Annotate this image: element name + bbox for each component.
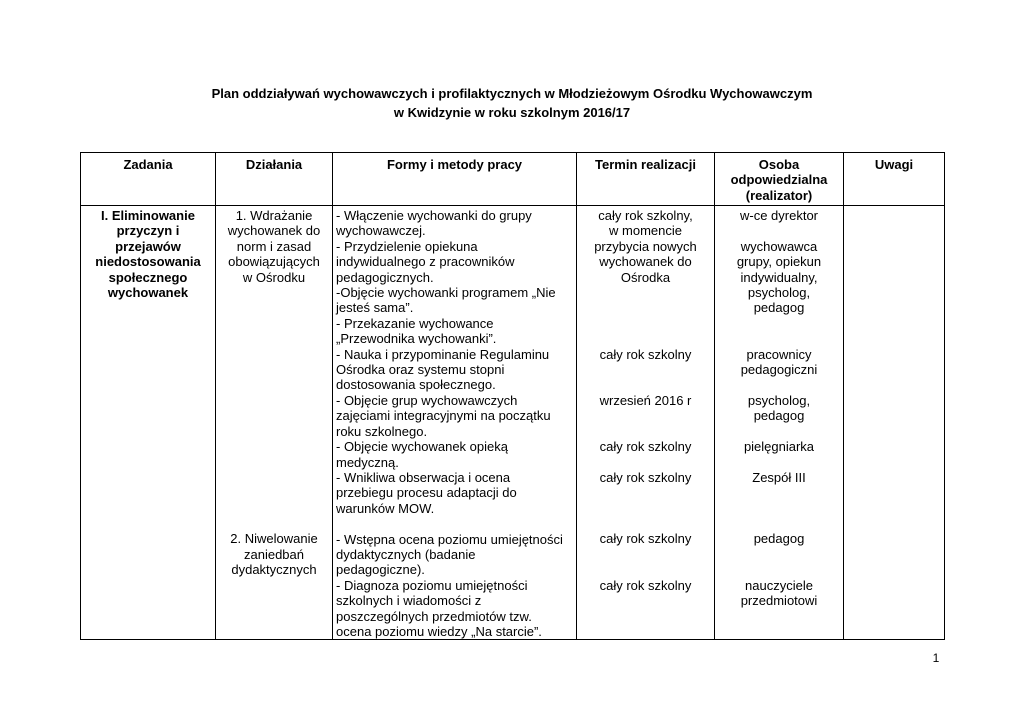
title-line-2: w Kwidzynie w roku szkolnym 2016/17 [393,105,631,120]
document-title [0,84,1024,122]
actions-cell [216,206,333,640]
header-osoba-line-3: (realizator) [745,187,813,203]
responsible-line: Zespół III [752,469,806,485]
form-line: dydaktycznych (badanie [336,546,476,562]
action-line: wychowanek do [227,223,321,239]
form-line: warunków MOW. [336,500,435,516]
terms-cell [577,206,715,640]
form-line: „Przewodnika wychowanki”. [336,331,497,347]
form-line: pedagogiczne). [336,562,425,578]
remarks-cell [844,206,945,640]
form-line: zajęciami integracyjnymi na początku [336,408,551,424]
form-line: - Objęcie grup wychowawczych [336,392,518,408]
form-line: pedagogicznych. [336,269,434,285]
form-line: - Objęcie wychowanek opieką [336,439,508,455]
form-line: przebiegu procesu adaptacji do [336,485,517,501]
form-line: - Włączenie wychowanki do grupy [336,208,532,223]
action-line: zaniedbań [244,546,304,562]
action-line: w Ośrodku [242,269,306,285]
task-line: I. Eliminowanie [101,208,195,223]
form-line: medyczną. [336,454,399,470]
form-line: -Objęcie wychowanki programem „Nie [336,285,556,301]
term-line: w momencie [609,223,682,239]
action-line: obowiązujących [228,254,320,270]
task-line: społecznego [108,269,188,285]
form-line: Ośrodka oraz systemu stopni [336,362,505,378]
header-uwagi: Uwagi [844,153,945,206]
form-line: poszczególnych przedmiotów tzw. [336,608,532,624]
header-termin: Termin realizacji [577,153,715,206]
header-row [81,153,945,206]
form-line: wychowawczej. [336,223,426,239]
responsible-line: w-ce dyrektor [739,208,819,223]
action-line: 1. Wdrażanie [235,208,313,223]
form-line: szkolnych i wiadomości z [336,593,482,609]
responsible-line: pracownicy [746,346,812,362]
forms-cell [333,206,577,640]
responsible-line: pedagogiczni [740,362,818,378]
term-line: wrzesień 2016 r [599,392,692,408]
form-line: - Diagnoza poziomu umiejętności [336,577,528,593]
form-line: - Nauka i przypominanie Regulaminu [336,346,550,362]
form-line: - Wstępna ocena poziomu umiejętności [336,531,563,547]
responsible-line: pedagog [753,531,805,547]
responsible-line: nauczyciele [745,577,813,593]
form-line: - Przydzielenie opiekuna [336,238,478,254]
responsible-line: pedagog [753,408,805,424]
responsible-line: wychowawca [740,238,818,254]
responsible-cell [715,206,844,640]
action-line: dydaktycznych [231,562,317,578]
header-osoba-line-2: odpowiedzialna [730,172,828,188]
page-number: 1 [932,651,940,665]
header-formy: Formy i metody pracy [333,153,577,206]
task-line: niedostosowania [95,254,201,270]
action-line: norm i zasad [236,238,312,254]
header-osoba-line-1: Osoba [758,157,800,172]
form-line: ocena poziomu wiedzy „Na starcie”. [336,623,542,639]
term-line: cały rok szkolny [599,438,692,454]
term-line: cały rok szkolny, [598,208,693,223]
responsible-line: przedmiotowi [740,592,818,608]
term-line: przybycia nowych [594,238,697,254]
form-line: - Przekazanie wychowance [336,315,494,331]
table-row [81,206,945,640]
responsible-line: psycholog, [747,285,811,301]
responsible-line: pedagog [753,300,805,316]
form-line: - Wnikliwa obserwacja i ocena [336,469,511,485]
term-line: Ośrodka [620,269,671,285]
term-line: cały rok szkolny [599,346,692,362]
task-line: przyczyn i [116,223,180,239]
header-dzialania: Działania [216,153,333,206]
responsible-line: grupy, opiekun [736,254,822,270]
task-line: przejawów [115,238,181,254]
term-line: wychowanek do [599,254,692,270]
responsible-line: pielęgniarka [743,439,815,455]
task-cell [81,206,216,640]
form-line: jesteś sama”. [336,300,414,316]
header-osoba [715,153,844,206]
plan-table [80,152,945,640]
term-line: cały rok szkolny [599,531,692,547]
task-line: wychowanek [107,285,189,301]
title-line-1: Plan oddziaływań wychowawczych i profilaktycznych w Młodzieżowym Ośrodku Wychowawczym [211,86,813,101]
responsible-line: indywidualny, [740,269,818,285]
form-line: roku szkolnego. [336,423,428,439]
form-line: indywidualnego z pracowników [336,254,515,270]
action-line: 2. Niwelowanie [230,531,318,547]
header-zadania: Zadania [81,153,216,206]
responsible-line: psycholog, [747,392,811,408]
form-line: dostosowania społecznego. [336,377,496,393]
term-line: cały rok szkolny [599,469,692,485]
term-line: cały rok szkolny [599,577,692,593]
